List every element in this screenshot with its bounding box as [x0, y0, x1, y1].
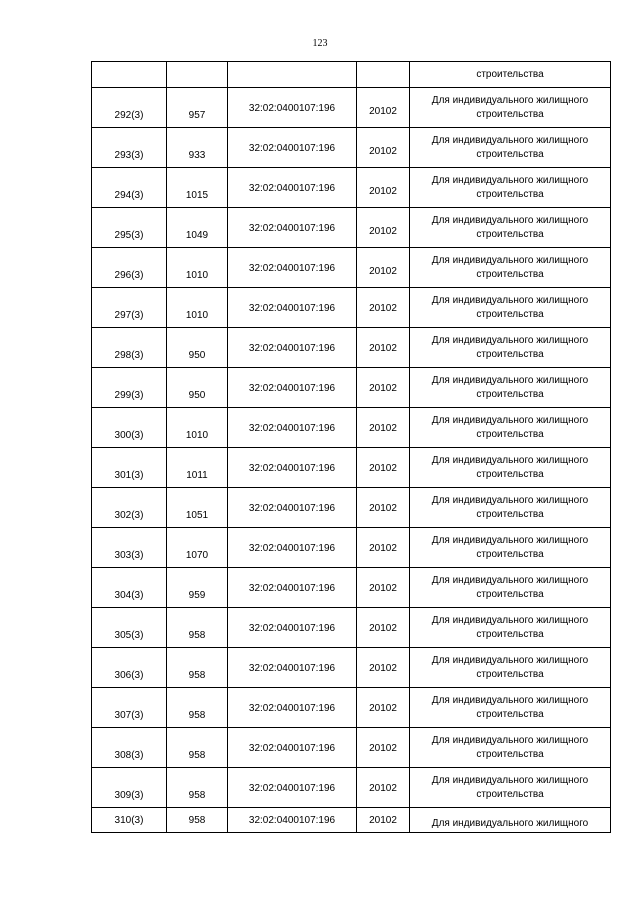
purpose-line: Для индивидуального жилищного	[431, 254, 589, 266]
purpose-line: Для индивидуального жилищного	[431, 614, 589, 626]
cadastral-number: 32:02:0400107:196	[248, 542, 336, 554]
purpose-line: Для индивидуального жилищного	[431, 454, 589, 466]
table-row	[92, 328, 611, 368]
table-row	[92, 648, 611, 688]
lot-number: 296(3)	[114, 270, 144, 281]
cadastral-cell	[228, 248, 357, 288]
area-value: 1011	[186, 470, 208, 481]
purpose-text	[410, 174, 610, 202]
purpose-line: строительства	[476, 228, 544, 240]
table-row	[92, 62, 611, 88]
area-value: 958	[188, 815, 206, 826]
use-code: 20102	[369, 622, 397, 634]
lot-number: 293(3)	[114, 150, 144, 161]
cadastral-cell	[228, 728, 357, 768]
use-code: 20102	[369, 185, 397, 197]
lot-number: 309(3)	[114, 790, 144, 801]
use-code: 20102	[369, 702, 397, 714]
cadastral-number: 32:02:0400107:196	[248, 342, 336, 354]
cadastral-number: 32:02:0400107:196	[248, 815, 336, 826]
purpose-line: Для индивидуального жилищного	[431, 774, 589, 786]
area-cell	[167, 62, 228, 88]
use-code: 20102	[369, 342, 397, 354]
lot-number: 297(3)	[114, 310, 144, 321]
purpose-text	[410, 334, 610, 362]
purpose-line: строительства	[476, 788, 544, 800]
cadastral-cell	[228, 288, 357, 328]
purpose-text	[410, 774, 610, 802]
purpose-line: строительства	[476, 188, 544, 200]
purpose-line: строительства	[476, 548, 544, 560]
cadastral-cell	[228, 528, 357, 568]
area-value: 1010	[185, 430, 209, 441]
purpose-text	[410, 614, 610, 642]
cadastral-number: 32:02:0400107:196	[248, 462, 336, 474]
lot-cell	[92, 808, 167, 833]
page-number: 123	[312, 38, 328, 49]
purpose-cell	[410, 368, 611, 408]
area-value: 1010	[185, 270, 209, 281]
area-value: 958	[188, 750, 206, 761]
area-value: 958	[188, 710, 206, 721]
purpose-cell	[410, 208, 611, 248]
lot-cell	[92, 408, 167, 448]
lot-number: 303(3)	[114, 550, 144, 561]
purpose-text	[410, 734, 610, 762]
purpose-line: Для индивидуального жилищного	[431, 654, 589, 666]
use-code: 20102	[369, 815, 397, 826]
cadastral-number: 32:02:0400107:196	[248, 702, 336, 714]
area-cell	[167, 128, 228, 168]
code-cell	[357, 328, 410, 368]
cadastral-cell	[228, 88, 357, 128]
purpose-line: строительства	[476, 348, 544, 360]
purpose-text	[410, 134, 610, 162]
code-cell	[357, 808, 410, 833]
purpose-line: строительства	[476, 708, 544, 720]
cadastral-cell	[228, 648, 357, 688]
lot-cell	[92, 328, 167, 368]
lot-cell	[92, 248, 167, 288]
purpose-cell	[410, 688, 611, 728]
lot-cell	[92, 608, 167, 648]
area-value: 957	[188, 110, 206, 121]
cadastral-number: 32:02:0400107:196	[248, 662, 336, 674]
area-cell	[167, 728, 228, 768]
purpose-line: Для индивидуального жилищного	[431, 374, 589, 386]
purpose-line: Для индивидуального жилищного	[431, 214, 589, 226]
area-cell	[167, 808, 228, 833]
table-row	[92, 248, 611, 288]
area-value: 1010	[185, 310, 209, 321]
area-cell	[167, 488, 228, 528]
lot-cell	[92, 728, 167, 768]
use-code: 20102	[369, 502, 397, 514]
purpose-text	[410, 94, 610, 122]
area-cell	[167, 208, 228, 248]
code-cell	[357, 62, 410, 88]
table-row	[92, 528, 611, 568]
purpose-cell	[410, 448, 611, 488]
lot-cell	[92, 368, 167, 408]
purpose-cell	[410, 328, 611, 368]
use-code: 20102	[369, 225, 397, 237]
cadastral-cell	[228, 608, 357, 648]
lot-cell	[92, 568, 167, 608]
area-value: 1015	[185, 190, 209, 201]
use-code: 20102	[369, 105, 397, 117]
area-cell	[167, 288, 228, 328]
code-cell	[357, 128, 410, 168]
code-cell	[357, 568, 410, 608]
lot-number: 299(3)	[114, 390, 144, 401]
purpose-line: Для индивидуального жилищного	[431, 134, 589, 146]
code-cell	[357, 768, 410, 808]
cadastral-cell	[228, 168, 357, 208]
code-cell	[357, 528, 410, 568]
area-cell	[167, 568, 228, 608]
lot-cell	[92, 448, 167, 488]
use-code: 20102	[369, 542, 397, 554]
code-cell	[357, 608, 410, 648]
cadastral-number: 32:02:0400107:196	[248, 262, 336, 274]
use-code: 20102	[369, 462, 397, 474]
table-row	[92, 448, 611, 488]
lot-cell	[92, 128, 167, 168]
cadastral-cell	[228, 688, 357, 728]
purpose-line: строительства	[476, 588, 544, 600]
table-row	[92, 808, 611, 833]
purpose-cell	[410, 62, 611, 88]
table-row	[92, 688, 611, 728]
code-cell	[357, 648, 410, 688]
code-cell	[357, 248, 410, 288]
lot-cell	[92, 168, 167, 208]
area-cell	[167, 448, 228, 488]
lot-number: 292(3)	[114, 110, 144, 121]
purpose-line: строительства	[476, 388, 544, 400]
purpose-line: Для индивидуального жилищного	[431, 534, 589, 546]
area-cell	[167, 168, 228, 208]
table-row	[92, 568, 611, 608]
area-value: 958	[188, 630, 206, 641]
area-value: 959	[188, 590, 206, 601]
area-value: 1049	[185, 230, 209, 241]
cadastral-cell	[228, 62, 357, 88]
use-code: 20102	[369, 782, 397, 794]
area-cell	[167, 608, 228, 648]
cadastral-number: 32:02:0400107:196	[248, 742, 336, 754]
purpose-cell	[410, 488, 611, 528]
area-value: 958	[188, 670, 206, 681]
purpose-text: Для индивидуального жилищного	[431, 818, 589, 829]
purpose-text	[410, 494, 610, 522]
cadastral-number: 32:02:0400107:196	[248, 422, 336, 434]
purpose-line: Для индивидуального жилищного	[431, 414, 589, 426]
code-cell	[357, 488, 410, 528]
purpose-cell	[410, 128, 611, 168]
purpose-text	[410, 214, 610, 242]
lot-number: 298(3)	[114, 350, 144, 361]
cadastral-cell	[228, 408, 357, 448]
lot-cell	[92, 62, 167, 88]
purpose-text	[410, 534, 610, 562]
cadastral-number: 32:02:0400107:196	[248, 222, 336, 234]
purpose-text	[410, 574, 610, 602]
table-row	[92, 488, 611, 528]
purpose-line: строительства	[476, 508, 544, 520]
purpose-line: Для индивидуального жилищного	[431, 174, 589, 186]
lot-cell	[92, 88, 167, 128]
lot-number: 295(3)	[114, 230, 144, 241]
purpose-text	[410, 454, 610, 482]
purpose-text: строительства	[476, 68, 544, 80]
use-code: 20102	[369, 302, 397, 314]
area-cell	[167, 648, 228, 688]
cadastral-cell	[228, 128, 357, 168]
code-cell	[357, 88, 410, 128]
cadastral-cell	[228, 368, 357, 408]
code-cell	[357, 288, 410, 328]
lot-number: 294(3)	[114, 190, 144, 201]
lot-number: 305(3)	[114, 630, 144, 641]
purpose-cell	[410, 88, 611, 128]
table-row	[92, 608, 611, 648]
code-cell	[357, 728, 410, 768]
purpose-cell	[410, 248, 611, 288]
purpose-cell	[410, 288, 611, 328]
lot-cell	[92, 288, 167, 328]
purpose-line: строительства	[476, 428, 544, 440]
purpose-line: строительства	[476, 628, 544, 640]
table-row	[92, 288, 611, 328]
use-code: 20102	[369, 662, 397, 674]
area-value: 958	[188, 790, 206, 801]
cadastral-number: 32:02:0400107:196	[248, 622, 336, 634]
table-row	[92, 128, 611, 168]
purpose-text	[410, 654, 610, 682]
table-row	[92, 168, 611, 208]
purpose-cell	[410, 808, 611, 833]
use-code: 20102	[369, 742, 397, 754]
code-cell	[357, 688, 410, 728]
purpose-text	[410, 694, 610, 722]
purpose-cell	[410, 568, 611, 608]
lot-cell	[92, 208, 167, 248]
area-value: 933	[188, 150, 206, 161]
lot-number: 302(3)	[114, 510, 144, 521]
area-value: 1070	[185, 550, 209, 561]
purpose-line: строительства	[476, 268, 544, 280]
cadastral-number: 32:02:0400107:196	[248, 182, 336, 194]
area-value: 1051	[185, 510, 209, 521]
cadastral-number: 32:02:0400107:196	[248, 142, 336, 154]
purpose-line: Для индивидуального жилищного	[431, 694, 589, 706]
area-cell	[167, 368, 228, 408]
purpose-text	[410, 414, 610, 442]
purpose-line: строительства	[476, 668, 544, 680]
purpose-cell	[410, 608, 611, 648]
area-cell	[167, 328, 228, 368]
purpose-line: Для индивидуального жилищного	[431, 94, 589, 106]
purpose-cell	[410, 168, 611, 208]
use-code: 20102	[369, 145, 397, 157]
area-cell	[167, 768, 228, 808]
purpose-text	[410, 254, 610, 282]
purpose-cell	[410, 648, 611, 688]
cadastral-number: 32:02:0400107:196	[248, 502, 336, 514]
purpose-line: Для индивидуального жилищного	[431, 294, 589, 306]
use-code: 20102	[369, 422, 397, 434]
area-value: 950	[188, 350, 206, 361]
code-cell	[357, 208, 410, 248]
table-row	[92, 208, 611, 248]
purpose-line: строительства	[476, 308, 544, 320]
purpose-line: строительства	[476, 468, 544, 480]
area-cell	[167, 408, 228, 448]
lot-number: 300(3)	[114, 430, 144, 441]
purpose-line: строительства	[476, 148, 544, 160]
lot-cell	[92, 768, 167, 808]
use-code: 20102	[369, 265, 397, 277]
purpose-text	[410, 374, 610, 402]
cadastral-cell	[228, 448, 357, 488]
purpose-cell	[410, 768, 611, 808]
code-cell	[357, 408, 410, 448]
purpose-cell	[410, 728, 611, 768]
use-code: 20102	[369, 582, 397, 594]
table-row	[92, 728, 611, 768]
code-cell	[357, 368, 410, 408]
cadastral-cell	[228, 328, 357, 368]
area-cell	[167, 88, 228, 128]
purpose-line: Для индивидуального жилищного	[431, 334, 589, 346]
purpose-line: строительства	[476, 108, 544, 120]
purpose-text	[410, 294, 610, 322]
cadastral-number: 32:02:0400107:196	[248, 582, 336, 594]
table-row	[92, 768, 611, 808]
table-row	[92, 368, 611, 408]
lot-cell	[92, 688, 167, 728]
use-code: 20102	[369, 382, 397, 394]
area-cell	[167, 248, 228, 288]
area-value: 950	[188, 390, 206, 401]
purpose-line: Для индивидуального жилищного	[431, 494, 589, 506]
cadastral-number: 32:02:0400107:196	[248, 382, 336, 394]
purpose-cell	[410, 408, 611, 448]
area-cell	[167, 528, 228, 568]
purpose-cell	[410, 528, 611, 568]
lot-number: 306(3)	[114, 670, 144, 681]
lot-cell	[92, 648, 167, 688]
lot-number: 307(3)	[114, 710, 144, 721]
lot-cell	[92, 528, 167, 568]
purpose-line: строительства	[476, 748, 544, 760]
lot-number: 301(3)	[114, 470, 144, 481]
land-plots-table	[91, 61, 611, 833]
cadastral-number: 32:02:0400107:196	[248, 302, 336, 314]
lot-number: 304(3)	[114, 590, 144, 601]
cadastral-cell	[228, 208, 357, 248]
table-row	[92, 88, 611, 128]
cadastral-number: 32:02:0400107:196	[248, 782, 336, 794]
purpose-line: Для индивидуального жилищного	[431, 734, 589, 746]
cadastral-cell	[228, 768, 357, 808]
table-row	[92, 408, 611, 448]
cadastral-number: 32:02:0400107:196	[248, 102, 336, 114]
cadastral-cell	[228, 568, 357, 608]
code-cell	[357, 448, 410, 488]
cadastral-cell	[228, 488, 357, 528]
code-cell	[357, 168, 410, 208]
purpose-line: Для индивидуального жилищного	[431, 574, 589, 586]
lot-cell	[92, 488, 167, 528]
cadastral-cell	[228, 808, 357, 833]
lot-number: 310(3)	[114, 815, 144, 826]
area-cell	[167, 688, 228, 728]
lot-number: 308(3)	[114, 750, 144, 761]
